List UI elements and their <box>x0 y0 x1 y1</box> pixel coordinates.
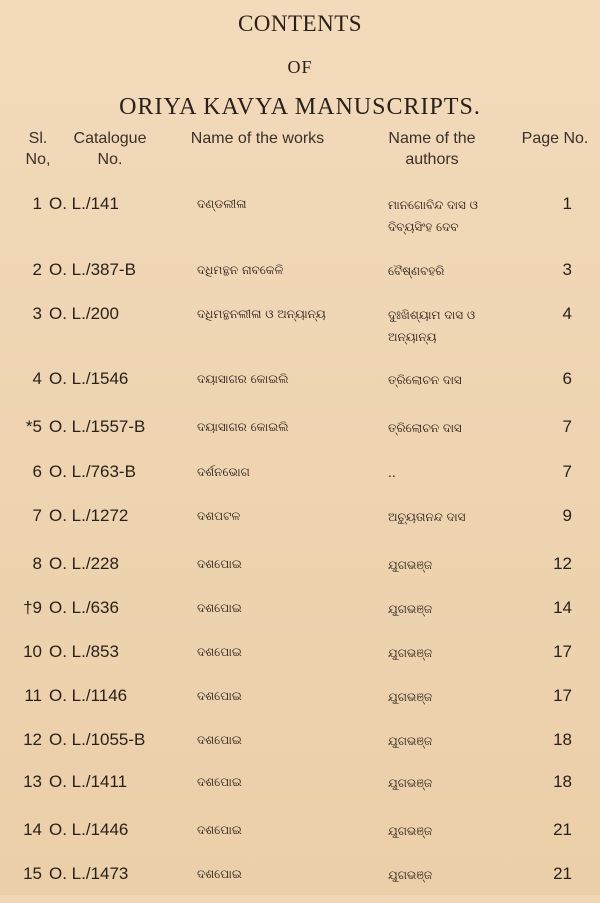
serial-number: 14 <box>23 820 42 839</box>
serial-number: 11 <box>24 686 42 705</box>
page-number: 18 <box>553 772 572 791</box>
page-number: 21 <box>553 864 572 883</box>
table-row <box>0 193 600 233</box>
catalogue-number: O. L./200 <box>49 304 119 323</box>
page-number: 7 <box>562 417 572 436</box>
header-sl-no: Sl. No, <box>25 130 51 168</box>
table-row <box>0 819 600 859</box>
work-name: ଦଧିମନ୍ଥନ ନାବକେଳି <box>197 263 284 277</box>
page-number: 18 <box>553 730 572 749</box>
catalogue-number: O. L./141 <box>49 194 119 213</box>
title-contents: CONTENTS <box>237 11 363 36</box>
work-name: ଦଶପୋଇ <box>197 689 242 703</box>
catalogue-number: O. L./1272 <box>49 506 129 525</box>
table-row <box>0 729 600 769</box>
table-row <box>0 863 600 903</box>
work-name: ଦର୍ଶନଭୋଗ <box>197 465 250 479</box>
table-row <box>0 685 600 725</box>
table-row <box>0 416 600 456</box>
work-name: ଦଶପୋଇ <box>197 823 242 837</box>
work-name: ଦଶପୋଇ <box>197 645 242 659</box>
catalogue-number: O. L./1446 <box>49 820 129 839</box>
work-name: ଦୟାସାଗର କୋଇଲି <box>197 372 289 386</box>
page-number: 6 <box>562 369 572 388</box>
work-name: ଦଧିମନ୍ଥନଲୀଳା ଓ ଅନ୍ୟାନ୍ୟ <box>197 307 326 321</box>
catalogue-number: O. L./1055-B <box>49 730 146 749</box>
serial-number: 3 <box>32 304 42 323</box>
title-manuscripts: ORIYA KAVYA MANUSCRIPTS. <box>119 94 481 120</box>
author-name: ଅଚ୍ୟୁତାନନ୍ଦ ଦାସ <box>388 510 466 524</box>
author-name: ଯୁଗଭଞ୍ଜ <box>388 734 433 748</box>
author-name: .. <box>388 466 396 480</box>
catalogue-number: O. L./853 <box>49 642 119 661</box>
page-number: 1 <box>562 194 572 213</box>
header-catalogue-no: Catalogue No. <box>73 130 147 168</box>
serial-number: 4 <box>32 369 42 388</box>
serial-number: †9 <box>23 598 42 617</box>
catalogue-number: O. L./1546 <box>49 369 129 388</box>
author-name: ତ୍ରିଲୋଚନ ଦାସ <box>388 421 462 435</box>
title-of: OF <box>287 57 313 77</box>
catalogue-number: O. L./636 <box>49 598 119 617</box>
catalogue-number: O. L./1473 <box>49 864 129 883</box>
table-row <box>0 303 600 343</box>
table-row <box>0 368 600 408</box>
serial-number: 15 <box>23 864 42 883</box>
work-name: ଦଶପୋଇ <box>197 557 242 571</box>
table-row <box>0 641 600 681</box>
author-name: ଯୁଗଭଞ୍ଜ <box>388 558 433 572</box>
catalogue-number: O. L./763-B <box>49 462 136 481</box>
work-name: ଦଶପୋଇ <box>197 733 242 747</box>
catalogue-number: O. L./1146 <box>49 686 128 705</box>
work-name: ଦଶପୋଇ <box>197 775 242 789</box>
page-number: 3 <box>562 260 572 279</box>
page-number: 4 <box>562 304 572 323</box>
catalogue-number: O. L./228 <box>49 554 119 573</box>
serial-number: *5 <box>25 417 42 436</box>
page-number: 21 <box>553 820 572 839</box>
author-name: ଯୁଗଭଞ୍ଜ <box>388 690 433 704</box>
serial-number: 6 <box>32 462 42 481</box>
title-block <box>0 6 600 122</box>
table-row <box>0 259 600 299</box>
author-name: ଯୁଗଭଞ୍ଜ <box>388 602 433 616</box>
page-number: 7 <box>562 462 572 481</box>
serial-number: 13 <box>23 772 42 791</box>
author-name: ଯୁଗଭଞ୍ଜ <box>388 776 433 790</box>
author-name: ଯୁଗଭଞ୍ଜ <box>388 824 433 838</box>
page-number: 17 <box>553 642 572 661</box>
serial-number: 1 <box>32 194 42 213</box>
serial-number: 2 <box>32 260 42 279</box>
work-name: ଦଶପୋଇ <box>197 867 242 881</box>
author-name: ଯୁଗଭଞ୍ଜ <box>388 646 433 660</box>
catalogue-number: O. L./387-B <box>49 260 136 279</box>
page-number: 14 <box>553 598 572 617</box>
table-row <box>0 553 600 593</box>
page-number: 17 <box>553 686 572 705</box>
work-name: ଦଣ୍ଡଲୀଳା <box>197 197 247 211</box>
serial-number: 10 <box>23 642 42 661</box>
work-name: ଦଶପୋଇ <box>197 601 242 615</box>
author-name: ବୈଷ୍ଣବହରି <box>388 264 445 278</box>
page-number: 9 <box>562 506 572 525</box>
author-name: ଯୁଗଭଞ୍ଜ <box>388 868 433 882</box>
table-row <box>0 771 600 811</box>
work-name: ଦୟାସାଗର କୋଇଲି <box>197 420 289 434</box>
author-name: ମାନଗୋବିନ୍ଦ ଦାସ ଓ ଦିବ୍ୟସିଂହ ଦେବ <box>388 198 478 234</box>
serial-number: 12 <box>23 730 42 749</box>
header-page-no: Page No. <box>521 130 589 147</box>
author-name: ଦୁଃଖିଶ୍ୟାମ ଦାସ ଓ ଅନ୍ୟାନ୍ୟ <box>388 308 476 344</box>
page-number: 12 <box>553 554 572 573</box>
table-row <box>0 461 600 501</box>
serial-number: 7 <box>32 506 42 525</box>
serial-number: 8 <box>32 554 42 573</box>
catalogue-number: O. L./1557-B <box>49 417 146 436</box>
work-name: ଦଶପଟଳ <box>197 509 241 523</box>
header-name-of-works: Name of the works <box>190 130 325 147</box>
header-name-of-authors: Name of the authors <box>388 130 476 168</box>
author-name: ତ୍ରିଲୋଚନ ଦାସ <box>388 373 462 387</box>
catalogue-number: O. L./1411 <box>49 772 128 791</box>
table-row <box>0 505 600 545</box>
table-row <box>0 597 600 637</box>
